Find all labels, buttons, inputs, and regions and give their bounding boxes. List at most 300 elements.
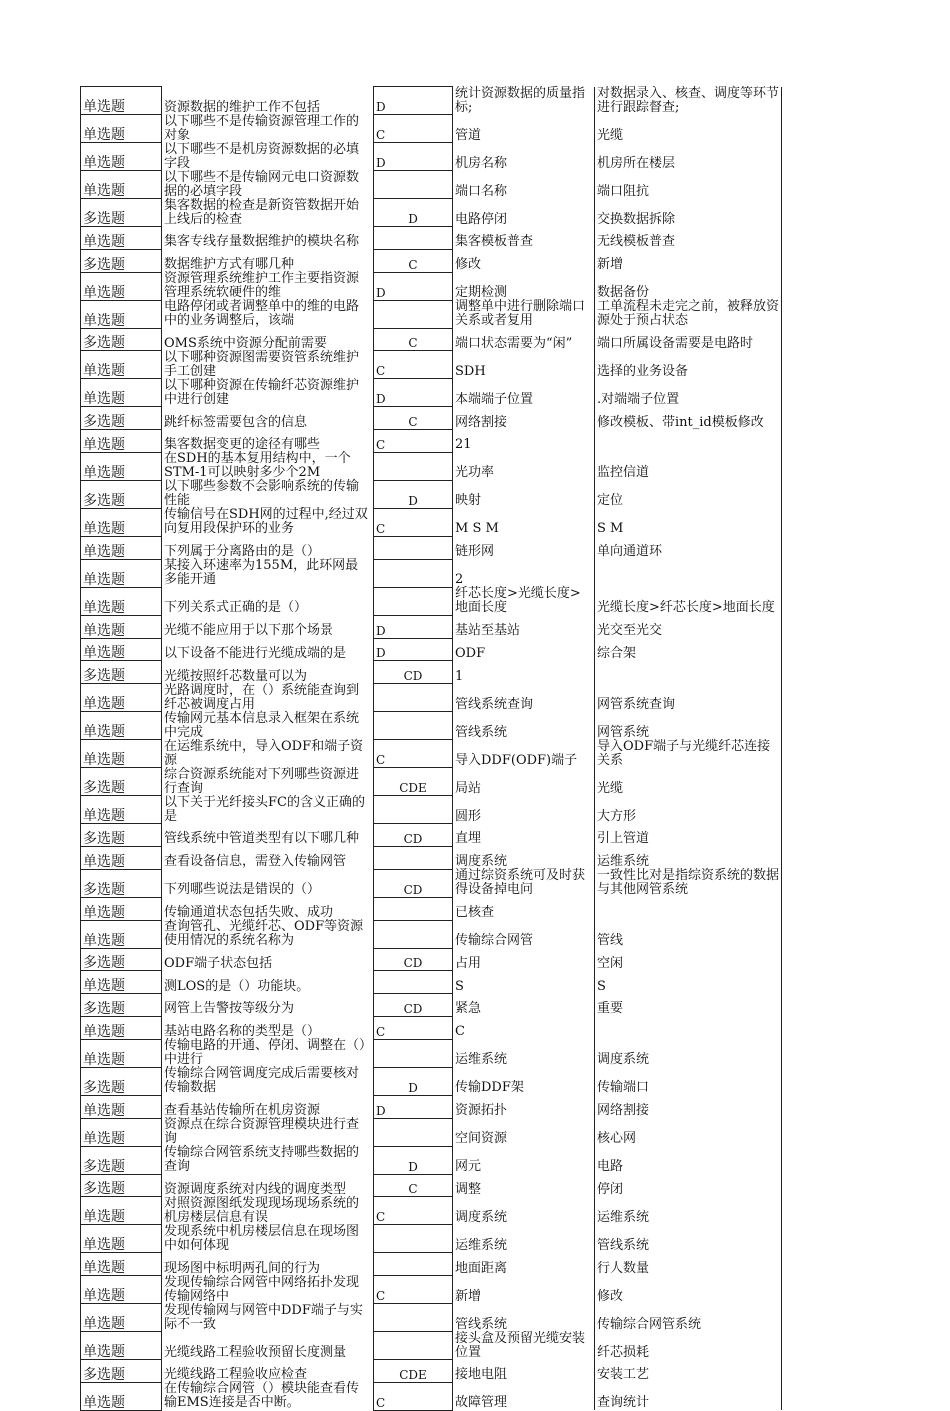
question-cell[interactable]	[162, 249, 374, 272]
option-a-cell[interactable]	[453, 948, 595, 971]
question-cell[interactable]	[162, 1225, 374, 1253]
question-cell[interactable]	[162, 1197, 374, 1225]
question-cell[interactable]	[162, 536, 374, 559]
table-row[interactable]	[81, 249, 782, 272]
question-cell[interactable]	[162, 638, 374, 661]
option-a-cell[interactable]	[453, 897, 595, 920]
question-type-cell[interactable]	[81, 143, 162, 171]
question-cell[interactable]	[162, 480, 374, 508]
table-row[interactable]	[81, 1016, 782, 1039]
question-cell[interactable]	[162, 115, 374, 143]
question-type-cell[interactable]	[81, 351, 162, 379]
table-row[interactable]	[81, 1360, 782, 1383]
option-a-cell[interactable]	[453, 846, 595, 869]
question-cell[interactable]	[162, 768, 374, 796]
option-a-cell[interactable]	[453, 1146, 595, 1174]
question-cell[interactable]	[162, 379, 374, 407]
option-b-cell[interactable]	[595, 559, 782, 587]
question-cell[interactable]	[162, 897, 374, 920]
question-type-cell[interactable]	[81, 300, 162, 328]
question-type-cell[interactable]	[81, 328, 162, 351]
option-b-cell[interactable]	[595, 897, 782, 920]
option-a-cell[interactable]	[453, 615, 595, 638]
option-a-cell[interactable]	[453, 1039, 595, 1067]
question-type-cell[interactable]	[81, 638, 162, 661]
question-type-cell[interactable]	[81, 1197, 162, 1225]
question-type-cell[interactable]	[81, 1118, 162, 1146]
option-b-cell[interactable]	[595, 171, 782, 199]
option-b-cell[interactable]	[595, 587, 782, 615]
table-row[interactable]	[81, 452, 782, 480]
table-row[interactable]	[81, 430, 782, 453]
question-cell[interactable]	[162, 1276, 374, 1304]
table-row[interactable]	[81, 1225, 782, 1253]
option-a-cell[interactable]	[453, 171, 595, 199]
option-b-cell[interactable]	[595, 379, 782, 407]
answer-cell[interactable]	[374, 920, 453, 948]
answer-cell[interactable]	[374, 559, 453, 587]
table-row[interactable]	[81, 920, 782, 948]
option-b-cell[interactable]	[595, 1095, 782, 1118]
table-row[interactable]	[81, 1332, 782, 1360]
question-type-cell[interactable]	[81, 1332, 162, 1360]
question-cell[interactable]	[162, 1016, 374, 1039]
answer-cell[interactable]	[374, 1253, 453, 1276]
option-b-cell[interactable]	[595, 1382, 782, 1410]
question-cell[interactable]	[162, 740, 374, 768]
table-row[interactable]	[81, 1304, 782, 1332]
answer-cell[interactable]	[374, 897, 453, 920]
question-cell[interactable]	[162, 171, 374, 199]
option-a-cell[interactable]	[453, 1332, 595, 1360]
question-type-cell[interactable]	[81, 1304, 162, 1332]
table-row[interactable]	[81, 227, 782, 250]
table-row[interactable]	[81, 712, 782, 740]
answer-cell[interactable]	[374, 1174, 453, 1197]
option-b-cell[interactable]	[595, 508, 782, 536]
answer-cell[interactable]	[374, 1146, 453, 1174]
option-b-cell[interactable]	[595, 1253, 782, 1276]
table-row[interactable]	[81, 379, 782, 407]
question-cell[interactable]	[162, 1332, 374, 1360]
option-b-cell[interactable]	[595, 143, 782, 171]
question-type-cell[interactable]	[81, 559, 162, 587]
question-cell[interactable]	[162, 452, 374, 480]
question-cell[interactable]	[162, 712, 374, 740]
question-type-cell[interactable]	[81, 1276, 162, 1304]
question-cell[interactable]	[162, 1118, 374, 1146]
question-cell[interactable]	[162, 920, 374, 948]
answer-cell[interactable]	[374, 379, 453, 407]
question-type-cell[interactable]	[81, 824, 162, 847]
answer-cell[interactable]	[374, 171, 453, 199]
option-b-cell[interactable]	[595, 661, 782, 684]
table-row[interactable]	[81, 559, 782, 587]
table-row[interactable]	[81, 897, 782, 920]
option-a-cell[interactable]	[453, 712, 595, 740]
option-b-cell[interactable]	[595, 1225, 782, 1253]
question-cell[interactable]	[162, 199, 374, 227]
question-cell[interactable]	[162, 508, 374, 536]
answer-cell[interactable]	[374, 430, 453, 453]
question-type-cell[interactable]	[81, 1382, 162, 1410]
question-type-cell[interactable]	[81, 452, 162, 480]
table-row[interactable]	[81, 994, 782, 1017]
question-type-cell[interactable]	[81, 1039, 162, 1067]
answer-cell[interactable]	[374, 143, 453, 171]
option-b-cell[interactable]	[595, 796, 782, 824]
table-row[interactable]	[81, 1067, 782, 1095]
table-row[interactable]	[81, 143, 782, 171]
question-type-cell[interactable]	[81, 1174, 162, 1197]
table-row[interactable]	[81, 768, 782, 796]
question-cell[interactable]	[162, 1360, 374, 1383]
option-a-cell[interactable]	[453, 430, 595, 453]
option-b-cell[interactable]	[595, 328, 782, 351]
question-cell[interactable]	[162, 300, 374, 328]
option-b-cell[interactable]	[595, 300, 782, 328]
answer-cell[interactable]	[374, 1095, 453, 1118]
question-cell[interactable]	[162, 824, 374, 847]
question-type-cell[interactable]	[81, 480, 162, 508]
answer-cell[interactable]	[374, 712, 453, 740]
question-type-cell[interactable]	[81, 407, 162, 430]
answer-cell[interactable]	[374, 638, 453, 661]
question-type-cell[interactable]	[81, 1095, 162, 1118]
table-row[interactable]	[81, 796, 782, 824]
question-cell[interactable]	[162, 272, 374, 300]
answer-cell[interactable]	[374, 508, 453, 536]
question-cell[interactable]	[162, 1253, 374, 1276]
option-b-cell[interactable]	[595, 615, 782, 638]
question-type-cell[interactable]	[81, 1016, 162, 1039]
question-type-cell[interactable]	[81, 249, 162, 272]
answer-cell[interactable]	[374, 948, 453, 971]
table-row[interactable]	[81, 115, 782, 143]
option-b-cell[interactable]	[595, 351, 782, 379]
question-type-cell[interactable]	[81, 948, 162, 971]
option-a-cell[interactable]	[453, 328, 595, 351]
question-type-cell[interactable]	[81, 920, 162, 948]
option-a-cell[interactable]	[453, 869, 595, 897]
answer-cell[interactable]	[374, 994, 453, 1017]
option-a-cell[interactable]	[453, 452, 595, 480]
question-type-cell[interactable]	[81, 846, 162, 869]
table-row[interactable]	[81, 661, 782, 684]
option-a-cell[interactable]	[453, 1253, 595, 1276]
option-b-cell[interactable]	[595, 1016, 782, 1039]
question-type-cell[interactable]	[81, 684, 162, 712]
answer-cell[interactable]	[374, 740, 453, 768]
table-row[interactable]	[81, 587, 782, 615]
option-a-cell[interactable]	[453, 300, 595, 328]
answer-cell[interactable]	[374, 480, 453, 508]
option-b-cell[interactable]	[595, 638, 782, 661]
table-row[interactable]	[81, 1382, 782, 1410]
question-type-cell[interactable]	[81, 87, 162, 115]
question-type-cell[interactable]	[81, 1067, 162, 1095]
option-a-cell[interactable]	[453, 824, 595, 847]
question-cell[interactable]	[162, 407, 374, 430]
option-a-cell[interactable]	[453, 407, 595, 430]
answer-cell[interactable]	[374, 1225, 453, 1253]
option-b-cell[interactable]	[595, 87, 782, 115]
answer-cell[interactable]	[374, 199, 453, 227]
option-a-cell[interactable]	[453, 661, 595, 684]
option-a-cell[interactable]	[453, 1360, 595, 1383]
question-type-cell[interactable]	[81, 379, 162, 407]
question-cell[interactable]	[162, 351, 374, 379]
answer-cell[interactable]	[374, 1360, 453, 1383]
option-a-cell[interactable]	[453, 740, 595, 768]
table-row[interactable]	[81, 869, 782, 897]
option-b-cell[interactable]	[595, 971, 782, 994]
option-a-cell[interactable]	[453, 1382, 595, 1410]
option-b-cell[interactable]	[595, 1039, 782, 1067]
question-type-cell[interactable]	[81, 615, 162, 638]
option-b-cell[interactable]	[595, 407, 782, 430]
option-a-cell[interactable]	[453, 379, 595, 407]
option-a-cell[interactable]	[453, 143, 595, 171]
question-type-cell[interactable]	[81, 994, 162, 1017]
answer-cell[interactable]	[374, 328, 453, 351]
answer-cell[interactable]	[374, 351, 453, 379]
table-row[interactable]	[81, 199, 782, 227]
question-cell[interactable]	[162, 615, 374, 638]
question-type-cell[interactable]	[81, 536, 162, 559]
answer-cell[interactable]	[374, 846, 453, 869]
option-b-cell[interactable]	[595, 948, 782, 971]
answer-cell[interactable]	[374, 115, 453, 143]
option-b-cell[interactable]	[595, 249, 782, 272]
option-a-cell[interactable]	[453, 796, 595, 824]
option-b-cell[interactable]	[595, 1146, 782, 1174]
table-row[interactable]	[81, 328, 782, 351]
question-type-cell[interactable]	[81, 115, 162, 143]
answer-cell[interactable]	[374, 227, 453, 250]
question-type-cell[interactable]	[81, 171, 162, 199]
option-b-cell[interactable]	[595, 1304, 782, 1332]
table-row[interactable]	[81, 971, 782, 994]
question-cell[interactable]	[162, 87, 374, 115]
option-a-cell[interactable]	[453, 1174, 595, 1197]
option-a-cell[interactable]	[453, 536, 595, 559]
option-a-cell[interactable]	[453, 199, 595, 227]
option-b-cell[interactable]	[595, 1197, 782, 1225]
question-cell[interactable]	[162, 684, 374, 712]
option-b-cell[interactable]	[595, 115, 782, 143]
table-row[interactable]	[81, 740, 782, 768]
option-b-cell[interactable]	[595, 1276, 782, 1304]
question-cell[interactable]	[162, 143, 374, 171]
question-type-cell[interactable]	[81, 587, 162, 615]
option-b-cell[interactable]	[595, 227, 782, 250]
table-row[interactable]	[81, 1197, 782, 1225]
question-cell[interactable]	[162, 846, 374, 869]
question-type-cell[interactable]	[81, 227, 162, 250]
answer-cell[interactable]	[374, 1067, 453, 1095]
option-a-cell[interactable]	[453, 1276, 595, 1304]
question-type-cell[interactable]	[81, 740, 162, 768]
answer-cell[interactable]	[374, 87, 453, 115]
answer-cell[interactable]	[374, 536, 453, 559]
table-row[interactable]	[81, 351, 782, 379]
option-a-cell[interactable]	[453, 272, 595, 300]
table-row[interactable]	[81, 824, 782, 847]
option-b-cell[interactable]	[595, 994, 782, 1017]
answer-cell[interactable]	[374, 1332, 453, 1360]
option-a-cell[interactable]	[453, 227, 595, 250]
answer-cell[interactable]	[374, 1039, 453, 1067]
table-row[interactable]	[81, 684, 782, 712]
option-b-cell[interactable]	[595, 824, 782, 847]
option-a-cell[interactable]	[453, 1197, 595, 1225]
option-a-cell[interactable]	[453, 559, 595, 587]
question-type-cell[interactable]	[81, 712, 162, 740]
option-a-cell[interactable]	[453, 351, 595, 379]
answer-cell[interactable]	[374, 300, 453, 328]
option-b-cell[interactable]	[595, 684, 782, 712]
option-b-cell[interactable]	[595, 869, 782, 897]
question-type-cell[interactable]	[81, 971, 162, 994]
question-type-cell[interactable]	[81, 1225, 162, 1253]
answer-cell[interactable]	[374, 1276, 453, 1304]
option-a-cell[interactable]	[453, 768, 595, 796]
question-cell[interactable]	[162, 1039, 374, 1067]
answer-cell[interactable]	[374, 768, 453, 796]
option-b-cell[interactable]	[595, 920, 782, 948]
option-a-cell[interactable]	[453, 1118, 595, 1146]
question-cell[interactable]	[162, 1095, 374, 1118]
answer-cell[interactable]	[374, 587, 453, 615]
option-b-cell[interactable]	[595, 480, 782, 508]
answer-cell[interactable]	[374, 1197, 453, 1225]
question-cell[interactable]	[162, 1146, 374, 1174]
table-row[interactable]	[81, 1253, 782, 1276]
option-b-cell[interactable]	[595, 430, 782, 453]
answer-cell[interactable]	[374, 971, 453, 994]
option-a-cell[interactable]	[453, 920, 595, 948]
table-row[interactable]	[81, 407, 782, 430]
option-b-cell[interactable]	[595, 199, 782, 227]
option-a-cell[interactable]	[453, 249, 595, 272]
question-cell[interactable]	[162, 948, 374, 971]
question-type-cell[interactable]	[81, 430, 162, 453]
table-row[interactable]	[81, 508, 782, 536]
table-row[interactable]	[81, 480, 782, 508]
question-cell[interactable]	[162, 1067, 374, 1095]
question-cell[interactable]	[162, 559, 374, 587]
question-cell[interactable]	[162, 796, 374, 824]
option-b-cell[interactable]	[595, 536, 782, 559]
option-b-cell[interactable]	[595, 272, 782, 300]
question-type-cell[interactable]	[81, 272, 162, 300]
table-row[interactable]	[81, 300, 782, 328]
question-type-cell[interactable]	[81, 897, 162, 920]
question-type-cell[interactable]	[81, 1146, 162, 1174]
answer-cell[interactable]	[374, 1382, 453, 1410]
question-cell[interactable]	[162, 1382, 374, 1410]
table-row[interactable]	[81, 1039, 782, 1067]
option-a-cell[interactable]	[453, 684, 595, 712]
option-b-cell[interactable]	[595, 452, 782, 480]
answer-cell[interactable]	[374, 824, 453, 847]
option-a-cell[interactable]	[453, 1067, 595, 1095]
answer-cell[interactable]	[374, 1016, 453, 1039]
question-type-cell[interactable]	[81, 661, 162, 684]
option-a-cell[interactable]	[453, 1304, 595, 1332]
option-a-cell[interactable]	[453, 480, 595, 508]
table-row[interactable]	[81, 87, 782, 115]
table-row[interactable]	[81, 948, 782, 971]
question-type-cell[interactable]	[81, 199, 162, 227]
table-row[interactable]	[81, 536, 782, 559]
option-a-cell[interactable]	[453, 508, 595, 536]
option-a-cell[interactable]	[453, 587, 595, 615]
question-cell[interactable]	[162, 227, 374, 250]
answer-cell[interactable]	[374, 684, 453, 712]
answer-cell[interactable]	[374, 249, 453, 272]
option-b-cell[interactable]	[595, 740, 782, 768]
option-a-cell[interactable]	[453, 994, 595, 1017]
option-b-cell[interactable]	[595, 768, 782, 796]
table-row[interactable]	[81, 638, 782, 661]
table-row[interactable]	[81, 171, 782, 199]
answer-cell[interactable]	[374, 1304, 453, 1332]
option-b-cell[interactable]	[595, 1360, 782, 1383]
option-b-cell[interactable]	[595, 846, 782, 869]
question-type-cell[interactable]	[81, 1360, 162, 1383]
question-cell[interactable]	[162, 1174, 374, 1197]
question-cell[interactable]	[162, 869, 374, 897]
table-row[interactable]	[81, 615, 782, 638]
question-type-cell[interactable]	[81, 1253, 162, 1276]
question-type-cell[interactable]	[81, 796, 162, 824]
table-row[interactable]	[81, 1276, 782, 1304]
option-a-cell[interactable]	[453, 87, 595, 115]
option-a-cell[interactable]	[453, 1095, 595, 1118]
answer-cell[interactable]	[374, 796, 453, 824]
table-row[interactable]	[81, 272, 782, 300]
question-cell[interactable]	[162, 971, 374, 994]
question-cell[interactable]	[162, 587, 374, 615]
answer-cell[interactable]	[374, 407, 453, 430]
table-row[interactable]	[81, 1146, 782, 1174]
question-cell[interactable]	[162, 994, 374, 1017]
option-a-cell[interactable]	[453, 1016, 595, 1039]
question-type-cell[interactable]	[81, 768, 162, 796]
question-cell[interactable]	[162, 328, 374, 351]
option-b-cell[interactable]	[595, 1118, 782, 1146]
option-a-cell[interactable]	[453, 971, 595, 994]
table-row[interactable]	[81, 1118, 782, 1146]
answer-cell[interactable]	[374, 452, 453, 480]
question-type-cell[interactable]	[81, 508, 162, 536]
answer-cell[interactable]	[374, 615, 453, 638]
option-a-cell[interactable]	[453, 1225, 595, 1253]
option-b-cell[interactable]	[595, 1067, 782, 1095]
question-cell[interactable]	[162, 1304, 374, 1332]
table-row[interactable]	[81, 1174, 782, 1197]
question-cell[interactable]	[162, 430, 374, 453]
answer-cell[interactable]	[374, 272, 453, 300]
table-row[interactable]	[81, 1095, 782, 1118]
answer-cell[interactable]	[374, 1118, 453, 1146]
option-a-cell[interactable]	[453, 115, 595, 143]
answer-cell[interactable]	[374, 661, 453, 684]
option-b-cell[interactable]	[595, 712, 782, 740]
option-b-cell[interactable]	[595, 1174, 782, 1197]
